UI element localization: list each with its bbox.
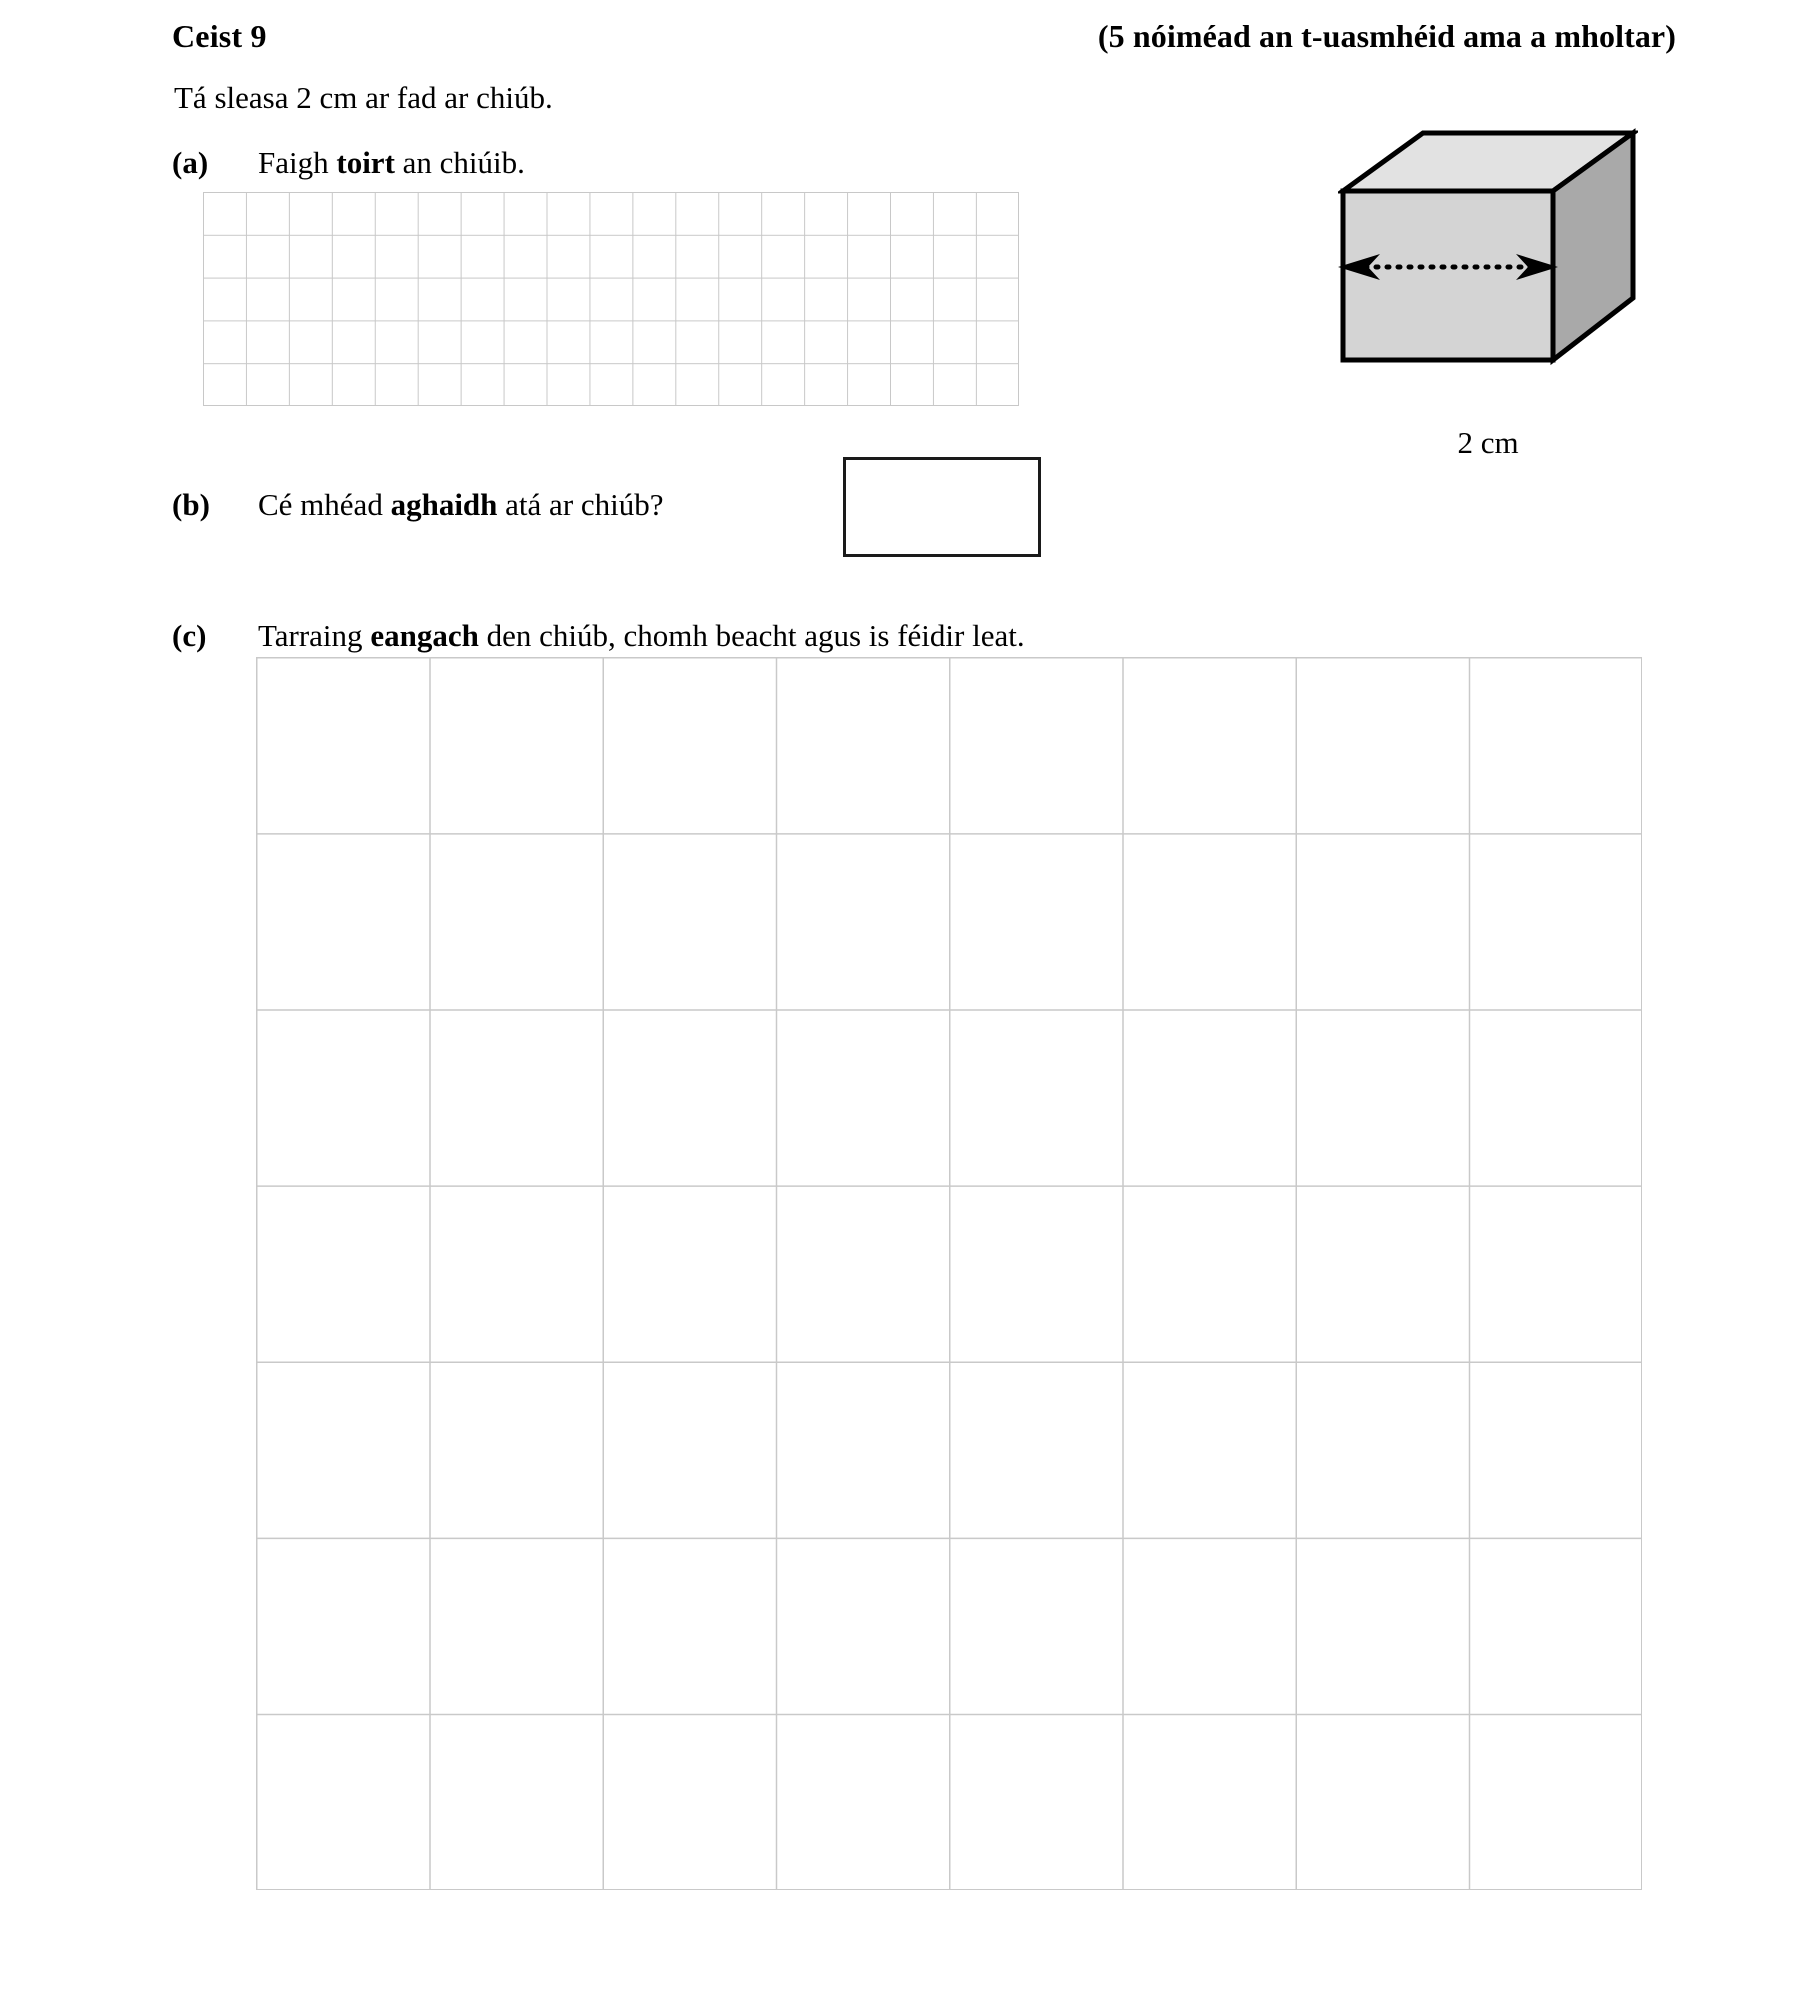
cube-dimension-label: 2 cm xyxy=(1457,425,1519,460)
part-a-working-grid[interactable] xyxy=(203,192,1019,406)
part-c-text-before: Tarraing xyxy=(258,618,371,653)
part-a-label: (a) xyxy=(172,145,209,180)
part-c-net-grid[interactable] xyxy=(256,657,1642,1890)
part-a-text xyxy=(258,145,525,181)
suggested-time-note: (5 nóiméad an t-uasmhéid ama a mholtar) xyxy=(1097,18,1676,54)
part-c-text-after: den chiúb, chomh beacht agus is féidir leat. xyxy=(478,618,1025,653)
part-b-text-before: Cé mhéad xyxy=(258,487,391,522)
part-a-text-before: Faigh xyxy=(258,145,337,180)
part-b-keyword: aghaidh xyxy=(390,487,498,522)
part-b-label: (b) xyxy=(172,487,210,522)
part-a-keyword: toirt xyxy=(336,145,395,180)
cube-dimension-arrow xyxy=(1338,243,1638,303)
part-b-text xyxy=(258,487,664,523)
part-c-text xyxy=(258,618,1025,654)
part-b-answer-box[interactable] xyxy=(843,457,1041,557)
question-number: Ceist 9 xyxy=(172,18,267,54)
question-intro-text: Tá sleasa 2 cm ar fad ar chiúb. xyxy=(174,80,553,115)
part-c-label: (c) xyxy=(172,618,207,653)
page-header xyxy=(0,18,1818,64)
part-b-text-after: atá ar chiúb? xyxy=(497,487,664,522)
part-c-keyword: eangach xyxy=(370,618,479,653)
part-a-text-after: an chiúib. xyxy=(394,145,525,180)
